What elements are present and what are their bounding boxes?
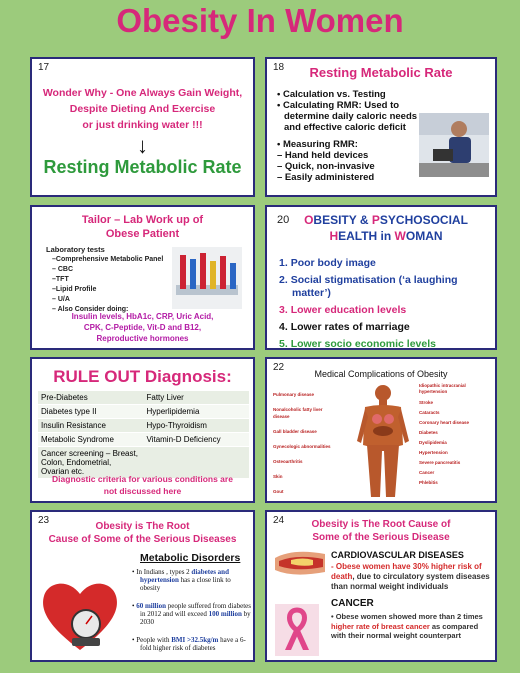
cancer-heading: CANCER [331,598,374,609]
complication-label: Phlebitis [419,480,438,485]
slide-title: Obesity is The Root [95,521,190,532]
slide-title: Cause of Some of the Serious Diseases [48,534,237,545]
intro-line: Despite Dieting And Exercise [69,103,216,115]
complication-label: Coronary heart disease [419,420,470,425]
complication-label: Nonalcoholic fatty liver disease [273,407,323,419]
table-cell: Insulin Resistance [38,419,144,433]
slide-title: Resting Metabolic Rate [309,65,453,80]
table-row [38,419,249,433]
table-cell: Hypo-Thyroidism [144,419,250,433]
complication-label: Osteoarthritis [273,459,303,464]
page-title: Obesity In Women [116,2,404,39]
psycho-item: 5. Lower socio economic levels [279,338,436,350]
extra-tests: CPK, C-Peptide, Vit-D and B12, [83,323,202,332]
table-cell: Vitamin-D Deficiency [144,433,250,447]
table-cell: Cancer screening – Breast, Colon, Endometrial, Ovarian etc. [38,447,144,479]
slide-20 [265,205,497,350]
slide-title: HEALTH in WOMAN [329,229,443,243]
slide-number: 20 [277,214,290,226]
slide-number: 23 [38,515,50,526]
cv-text: - Obese women have 30% higher risk of death, due to circulatory system diseases than normal weight individuals [331,562,490,591]
cv-heading: CARDIOVASCULAR DISEASES [331,550,464,560]
test-item: –Lipid Profile [52,286,97,293]
cancer-text: • Obese women showed more than 2 times higher rate of breast cancer as compared with their normal weight counterpart [331,612,483,640]
complication-label: Severe pancreatitis [419,460,461,465]
artery-image [273,548,327,578]
intro-line: Wonder Why - One Always Gain Weight, [42,87,243,99]
complication-label: Gout [273,489,284,494]
rmr-test-photo [419,113,489,177]
slide-title: Obese Patient [105,228,180,240]
footer-note: Diagnostic criteria for various conditions are [52,474,233,484]
slide-18 [265,57,497,197]
psycho-item: matter’) [292,287,331,299]
rmr-item: • Measuring RMR: [277,139,358,150]
slide-19 [30,205,255,350]
table-cell: Diabetes type II [38,405,144,419]
rmr-item: – Quick, non-invasive [277,161,375,172]
slide-number: 17 [38,62,50,73]
down-arrow-icon: ↓ [137,133,148,158]
rmr-item: – Hand held devices [277,150,369,161]
slide-23 [30,510,255,662]
complication-label: Idiopathic intracranial hypertension [419,383,466,394]
slide-number: 18 [273,62,285,73]
section-subheading: Metabolic Disorders [140,552,241,564]
intro-line: or just drinking water !!! [82,119,203,131]
slide-title: Obesity is The Root Cause of [311,519,451,530]
footer-note: not discussed here [103,486,182,496]
complication-label: Skin [273,474,283,479]
slide-heading: Resting Metabolic Rate [43,157,242,177]
table-row [38,405,249,419]
slide-17 [30,57,255,197]
test-tubes-photo [172,247,242,309]
metabolic-bullet: • In Indians , types 2 diabetes and hypertension has a close link to obesity [132,568,231,592]
complication-label: Stroke [419,400,434,405]
table-cell: Hyperlipidemia [144,405,250,419]
extra-tests: Reproductive hormones [96,334,189,343]
complication-label: Diabetes [419,430,438,435]
rmr-item: and effective caloric deficit [284,122,406,133]
complication-label: Cataracts [419,410,440,415]
heart-scale-image [38,574,122,656]
slide-number: 24 [273,515,285,526]
test-item: –TFT [52,276,69,283]
metabolic-bullet: • 60 million people suffered from diabetes in 2012 and will exceed 100 million by 2030 [132,602,251,626]
psycho-item: 2. Social stigmatisation (‘a laughing [279,274,458,286]
slide-number: 22 [273,362,285,373]
complication-label: Gynecologic abnormalities [273,444,331,449]
rmr-item: – Easily administered [277,172,375,183]
slide-title: Medical Complications of Obesity [314,369,448,379]
slide-title: RULE OUT Diagnosis: [53,367,232,386]
metabolic-bullet: • People with BMI >32.5kg/m have a 6-fold higher risk of diabetes [132,636,246,652]
table-cell: Pre-Diabetes [38,391,144,405]
slide-24 [265,510,497,662]
complication-label: Gall bladder disease [273,429,317,434]
extra-tests: Insulin levels, HbA1c, CRP, Uric Acid, [71,312,214,321]
pink-ribbon-image [275,604,319,656]
table-cell: Metabolic Syndrome [38,433,144,447]
slide-title: Tailor – Lab Work up of [81,214,204,226]
slide-21 [30,357,255,503]
psycho-item: 3. Lower education levels [279,304,407,316]
complication-label: Hypertension [419,450,448,455]
body-anatomy-figure [353,383,413,501]
table-cell: Fatty Liver [144,391,250,405]
test-item: –Comprehensive Metabolic Panel [52,256,164,263]
complication-label: Dyslipidemia [419,440,447,445]
test-item: – U/A [52,296,70,303]
tests-label: Laboratory tests [46,245,105,254]
rmr-item: determine daily caloric needs [284,111,418,122]
psycho-item: 4. Lower rates of marriage [279,321,410,333]
slide-title: OBESITY & PSYCHOSOCIAL [304,213,468,227]
rmr-item: • Calculation vs. Testing [277,89,386,100]
test-item: – CBC [52,266,74,273]
table-row [38,391,249,405]
slide-title: Some of the Serious Disease [312,532,450,543]
complication-label: Pulmonary disease [273,392,315,397]
test-item: – Also Consider doing: [52,306,129,313]
diagnosis-table [38,391,249,479]
psycho-item: 1. Poor body image [279,257,376,269]
rmr-item: • Calculating RMR: Used to [277,100,400,111]
table-row [38,433,249,447]
slide-22 [265,357,497,503]
complication-label: Cancer [419,470,435,475]
